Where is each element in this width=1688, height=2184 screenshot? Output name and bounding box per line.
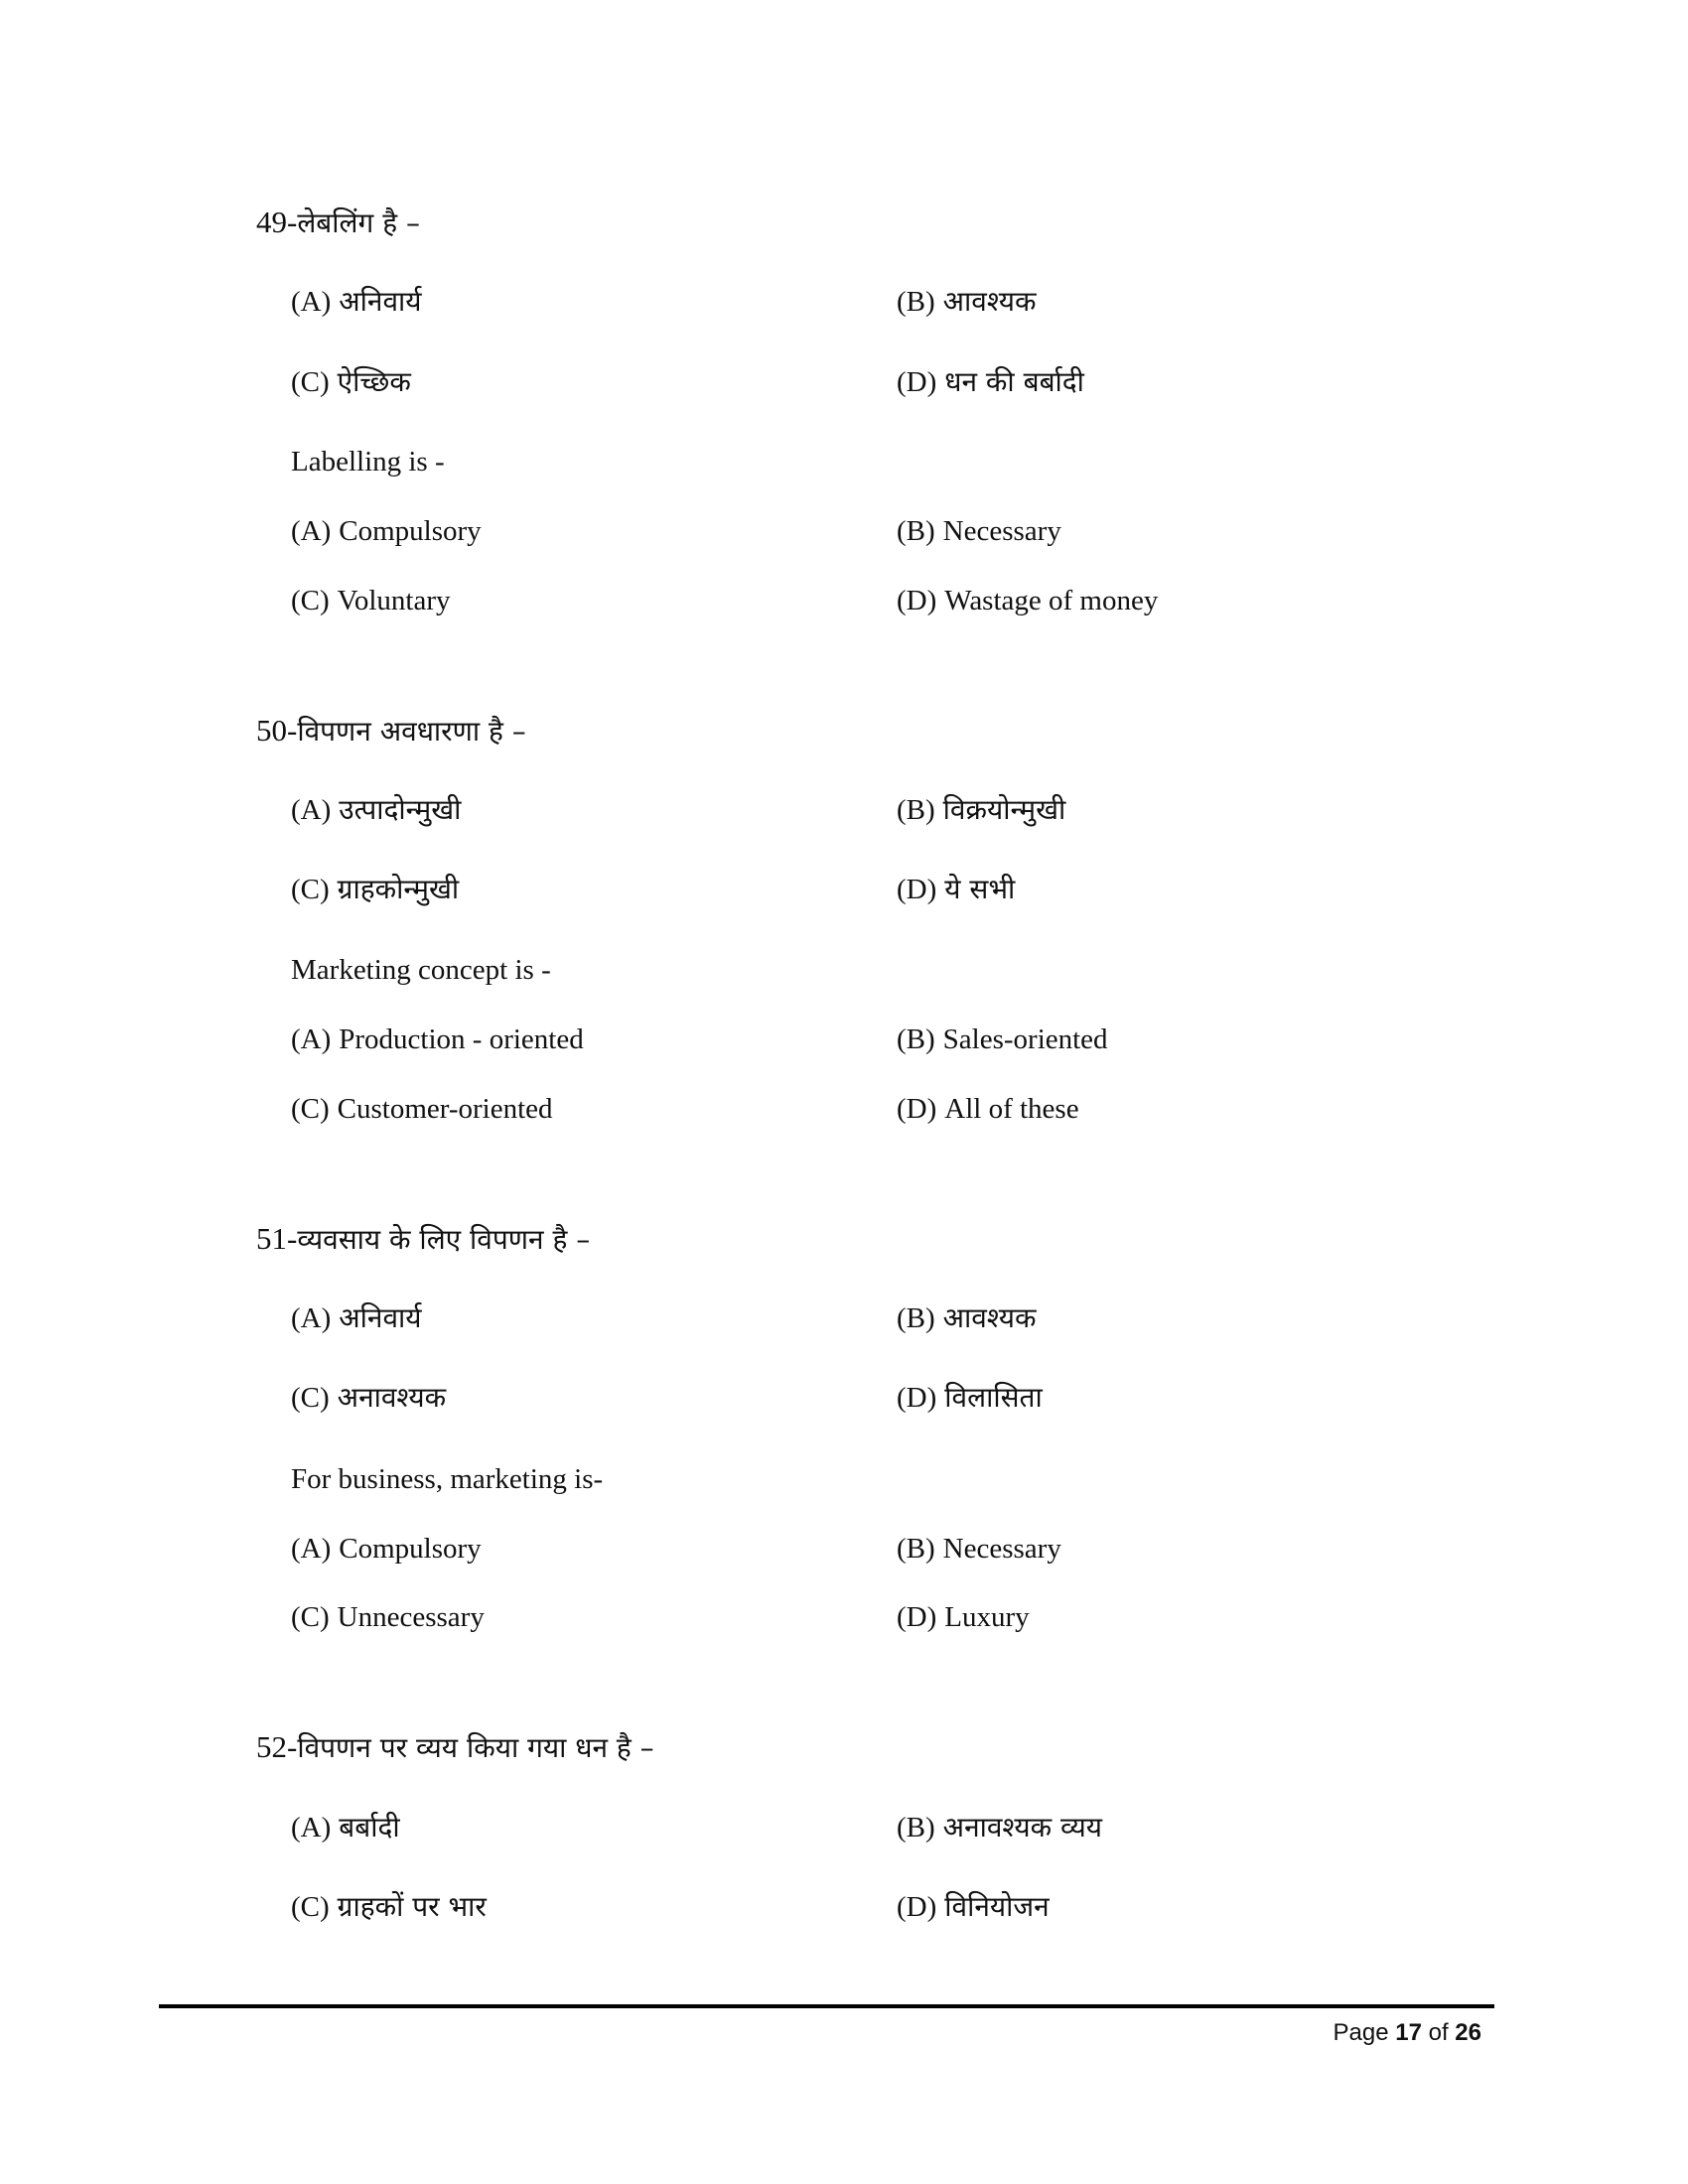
- question-text-hindi: विपणन अवधारणा है –: [297, 715, 526, 748]
- option-c-hindi: [291, 365, 411, 398]
- option-text: विनियोजन: [944, 1890, 1050, 1923]
- total-pages: 26: [1455, 2019, 1481, 2046]
- option-text: Wastage of money: [944, 585, 1159, 616]
- question-49-english: Labelling is -: [291, 446, 445, 478]
- option-d-hindi: [897, 1890, 1050, 1923]
- option-label: (A): [291, 1533, 332, 1565]
- option-label: (C): [291, 874, 330, 905]
- option-text: आवश्यक: [942, 285, 1037, 318]
- option-label: (B): [897, 1024, 935, 1055]
- option-text: Compulsory: [339, 515, 482, 547]
- option-text: Compulsory: [339, 1533, 482, 1565]
- option-label: (D): [897, 1382, 937, 1414]
- option-text: ग्राहकों पर भार: [337, 1890, 487, 1923]
- question-number: 51-: [256, 1221, 298, 1256]
- question-52-hindi: [256, 1731, 654, 1762]
- question-number: 52-: [256, 1729, 298, 1764]
- option-label: (D): [897, 366, 937, 398]
- question-50-hindi: [256, 715, 526, 746]
- option-label: (A): [291, 1812, 332, 1843]
- option-label: (C): [291, 1601, 330, 1633]
- option-b-english: [897, 1025, 1108, 1054]
- option-text: Unnecessary: [337, 1601, 485, 1633]
- option-b-hindi: [897, 793, 1066, 826]
- question-50-english: Marketing concept is -: [291, 954, 551, 986]
- question-49-hindi: [256, 206, 420, 237]
- option-a-hindi: [291, 793, 462, 826]
- option-b-english: [897, 1535, 1061, 1564]
- option-c-hindi: [291, 1381, 447, 1414]
- option-c-hindi: [291, 1890, 487, 1923]
- option-b-hindi: [897, 1811, 1103, 1843]
- question-51-english: For business, marketing is-: [291, 1463, 604, 1495]
- option-label: (B): [897, 794, 935, 826]
- option-text: अनिवार्य: [339, 1301, 422, 1334]
- option-text: ग्राहकोन्मुखी: [337, 873, 460, 905]
- option-text: Customer-oriented: [337, 1093, 553, 1125]
- option-label: (A): [291, 286, 332, 318]
- option-label: (D): [897, 585, 937, 616]
- question-51-hindi: [256, 1223, 590, 1254]
- option-label: (A): [291, 515, 332, 547]
- option-d-hindi: [897, 873, 1016, 905]
- option-text: Luxury: [944, 1601, 1030, 1633]
- option-d-english: [897, 1095, 1079, 1124]
- question-text-hindi: व्यवसाय के लिए विपणन है –: [297, 1223, 591, 1256]
- option-label: (C): [291, 1382, 330, 1414]
- page-of: of: [1421, 2019, 1456, 2046]
- page-number: [1334, 2019, 1481, 2047]
- option-d-hindi: [897, 1381, 1043, 1414]
- question-text-hindi: लेबलिंग है –: [297, 206, 420, 239]
- option-a-hindi: [291, 285, 422, 318]
- option-d-hindi: [897, 365, 1084, 398]
- option-text: Production - oriented: [339, 1024, 584, 1055]
- option-text: Necessary: [942, 515, 1061, 547]
- option-text: ये सभी: [944, 873, 1016, 905]
- option-a-hindi: [291, 1301, 422, 1334]
- option-a-hindi: [291, 1811, 400, 1843]
- option-text: अनिवार्य: [339, 285, 422, 318]
- option-label: (D): [897, 874, 937, 905]
- option-c-hindi: [291, 873, 460, 905]
- option-label: (B): [897, 515, 935, 547]
- option-c-english: [291, 1095, 553, 1124]
- option-label: (B): [897, 1302, 935, 1334]
- option-text: धन की बर्बादी: [944, 365, 1084, 398]
- option-a-english: [291, 517, 482, 546]
- option-text: Sales-oriented: [942, 1024, 1108, 1055]
- option-label: (A): [291, 1024, 332, 1055]
- footer-divider: [159, 2004, 1494, 2008]
- option-c-english: [291, 587, 451, 615]
- option-label: (D): [897, 1601, 937, 1633]
- option-label: (C): [291, 366, 330, 398]
- option-text: All of these: [944, 1093, 1079, 1125]
- option-a-english: [291, 1535, 482, 1564]
- option-label: (B): [897, 1533, 935, 1565]
- option-text: विक्रयोन्मुखी: [942, 793, 1066, 826]
- option-text: बर्बादी: [339, 1811, 400, 1843]
- option-a-english: [291, 1025, 584, 1054]
- option-text: ऐच्छिक: [337, 365, 411, 398]
- option-text: उत्पादोन्मुखी: [339, 793, 462, 826]
- current-page: 17: [1395, 2019, 1422, 2046]
- question-text-hindi: विपणन पर व्यय किया गया धन है –: [297, 1731, 654, 1764]
- option-label: (D): [897, 1093, 937, 1125]
- question-number: 49-: [256, 205, 298, 239]
- option-b-english: [897, 517, 1061, 546]
- option-label: (B): [897, 1812, 935, 1843]
- option-label: (C): [291, 1093, 330, 1125]
- question-number: 50-: [256, 713, 298, 748]
- option-text: विलासिता: [944, 1381, 1043, 1414]
- option-d-english: [897, 587, 1158, 615]
- option-c-english: [291, 1603, 485, 1632]
- option-label: (C): [291, 585, 330, 616]
- option-text: अनावश्यक: [337, 1381, 447, 1414]
- option-b-hindi: [897, 285, 1037, 318]
- option-b-hindi: [897, 1301, 1037, 1334]
- option-label: (A): [291, 794, 332, 826]
- option-text: Voluntary: [337, 585, 451, 616]
- option-label: (B): [897, 286, 935, 318]
- option-text: आवश्यक: [942, 1301, 1037, 1334]
- option-label: (C): [291, 1891, 330, 1923]
- option-d-english: [897, 1603, 1030, 1632]
- option-label: (A): [291, 1302, 332, 1334]
- page-prefix: Page: [1333, 2019, 1396, 2046]
- option-label: (D): [897, 1891, 937, 1923]
- option-text: अनावश्यक व्यय: [942, 1811, 1103, 1843]
- option-text: Necessary: [942, 1533, 1061, 1565]
